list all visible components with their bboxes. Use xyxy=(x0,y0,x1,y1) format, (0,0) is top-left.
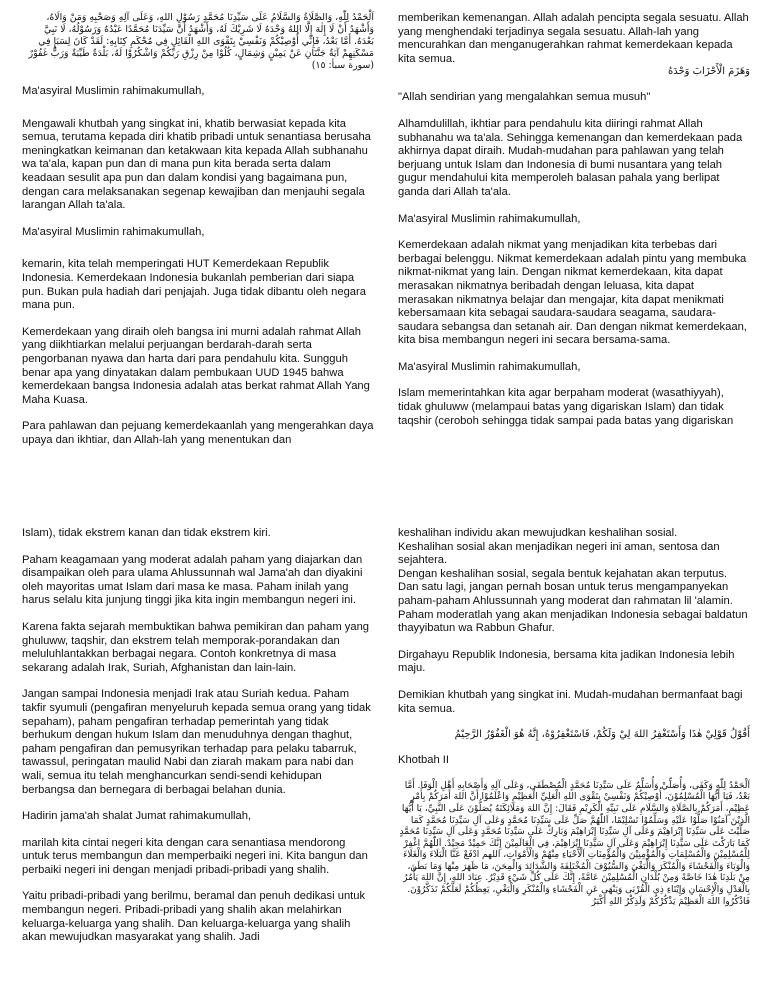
paragraph: Dengan keshalihan sosial, segala bentuk kejahatan akan terputus. Dan satu lagi, jangan pernah bosan untuk terus mengampanyekan paham-paham Ahlussunnah yang moderat dan rahmatan lil 'alamin. Paham moderatlah yang akan menjadikan Indonesia sebagai baldatun thayyibatun wa Rabbun Ghafur. xyxy=(398,567,748,635)
paragraph: Karena fakta sejarah membuktikan bahwa pemikiran dan paham yang ghuluww, taqshir, dan ekstrem telah memporak-porandakan dan meluluhlantakkan berbagai negara. Contoh konkretnya di masa sekarang adalah Irak, Suriah, Afghanistan dan lain-lain. xyxy=(22,620,370,674)
arabic-quote: وَهَزَمَ الْأَحْزَابَ وَحْدَهُ xyxy=(667,66,750,78)
document-page-bottom xyxy=(0,503,768,1006)
paragraph: Keshalihan sosial akan menjadikan negeri ini aman, sentosa dan sejahtera. xyxy=(398,540,720,567)
paragraph: Mengawali khutbah yang singkat ini, khatib berwasiat kepada kita semua, terutama kepada diri khatib pribadi untuk senantiasa berusaha meningkatkan keimanan dan ketakwaan kita kepada Allah subhanahu wa ta'ala, kapan pun dan di mana pun kita berada serta dalam keadaan sesulit apa pun dan dalam kondisi yang bagaimana pun, dengan cara melaksanakan segenap kewajiban dan menjauhi segala larangan Allah ta'ala. xyxy=(22,117,371,212)
paragraph: Islam), tidak ekstrem kanan dan tidak ekstrem kiri. xyxy=(22,527,271,539)
paragraph: Kemerdekaan adalah nikmat yang menjadikan kita terbebas dari berbagai belenggu. Nikmat kemerdekaan adalah pintu yang membuka nikmat-nikmat yang lain. Dengan nikmat kemerdekaan, kita dapat merasakan nikmatnya beribadah dengan leluasa, kita dapat merasakan nikmatnya belajar dan mengajar, kita dapat menikmati kebersamaan kita sebagai saudara-saudara seagama, saudara-saudara sebangsa dan setanah air. Dan dengan nikmat kemerdekaan, kita bisa membangun negeri ini secara bersama-sama. xyxy=(398,239,747,347)
paragraph: Jangan sampai Indonesia menjadi Irak atau Suriah kedua. Paham takfir syumuli (pengafiran menyeluruh kepada semua orang yang tidak sepaham), paham pengafiran terhadap pemerintah yang tidak berhukum dengan hukum Islam dan menuduhnya dengan thaghut, paham pengafiran dan pemusyrikan terhadap para pelaku tabarruk, tawassul, peringatan maulid Nabi dan ziarah makam para nabi dan wali, semua itu telah menghancurkan sendi-sendi kehidupan berbangsa dan bernegara di berbagai belahan dunia. xyxy=(22,688,371,796)
paragraph: Ma'asyiral Muslimin rahimakumullah, xyxy=(22,85,205,97)
paragraph: Hadirin jama'ah shalat Jumat rahimakumullah, xyxy=(22,810,252,823)
paragraph: marilah kita cintai negeri kita dengan cara senantiasa mendorong untuk terus membangun dan memperbaiki negeri ini. Kita bangun dan perbaiki negeri ini dengan menjadi pribadi-pribadi yang shalih. xyxy=(22,836,368,876)
arabic-closing-prayer: أَقُوْلُ قَوْلِيْ هٰذَا وَأَسْتَغْفِرُ اللهَ لِيْ وَلَكُمْ، فَاسْتَغْفِرُوْهُ، إِنَّهُ هُوَ الْغَفُوْرُ الرَّحِيْمُ xyxy=(454,729,750,741)
left-column xyxy=(22,527,374,958)
paragraph: Para pahlawan dan pejuang kemerdekaanlah yang mengerahkan daya upaya dan ikhtiar, dan Allah-lah yang menentukan dan xyxy=(22,420,374,446)
paragraph: Paham keagamaan yang moderat adalah paham yang diajarkan dan disampaikan oleh para ulama Ahlussunnah wal Jama'ah dan diyakini oleh mayoritas umat Islam dari masa ke masa. Paham inilah yang harus selalu kita junjung tinggi jika kita ingin membangun negeri ini. xyxy=(22,553,363,607)
left-column xyxy=(22,12,374,460)
paragraph: Islam memerintahkan kita agar berpaham moderat (wasathiyyah), tidak ghuluww (melampaui batas yang digariskan Islam) dan tidak taqshir (ceroboh sehingga tidak sampai pada batas yang digariskan xyxy=(398,387,734,427)
paragraph: memberikan kemenangan. Allah adalah pencipta segala sesuatu. Allah yang menghendaki terjadinya segala sesuatu. Allah-lah yang mencurahkan dan menganugerahkan rahmat kemerdekaan kepada kita semua. xyxy=(398,12,749,65)
paragraph: Dirgahayu Republik Indonesia, bersama kita jadikan Indonesia lebih maju. xyxy=(398,648,735,675)
arabic-opening-prayer: اَلْحَمْدُ لِلّٰهِ، وَالصَّلَاةُ وَالسَّلَامُ عَلَى سَيِّدِنَا مُحَمَّدٍ رَسُوْلِ اللهِ، وَعَلَى آلِهِ وَصَحْبِهِ وَمَنْ وَالَاهُ، وَأَشْهَدُ أَنْ لَا إِلٰهَ إِلَّا اللهُ وَحْدَهُ لَا شَرِيْكَ لَهُ، وَأَشْهَدُ أَنَّ سَيِّدَنَا مُحَمَّدًا عَبْدُهُ وَرَسُوْلُهُ، لَا نَبِيَّ بَعْدَهُ. أَمَّا بَعْدُ، فَإِنِّي أُوْصِيْكُمْ وَنَفْسِيْ بِتَقْوَى اللهِ الْقَائِلِ فِي مُحْكَمِ كِتَابِهِ: لَقَدْ كَانَ لِسَبَإٍ فِي مَسْكَنِهِمْ آيَةٌ جَنَّتَانِ عَنْ يَمِيْنٍ وَشِمَالٍ، كُلُوْا مِنْ رِزْقِ رَبِّكُمْ وَاشْكُرُوْا لَهُ، بَلْدَةٌ طَيِّبَةٌ وَرَبٌّ غَفُوْرٌ (سورة سبأ: ١٥) xyxy=(28,12,374,71)
paragraph: keshalihan individu akan mewujudkan keshalihan sosial. xyxy=(398,527,678,539)
paragraph: Ma'asyiral Muslimin rahimakumullah, xyxy=(398,212,581,225)
paragraph: Kemerdekaan yang diraih oleh bangsa ini murni adalah rahmat Allah yang diikhtiarkan melalui perjuangan berdarah-darah serta pengorbanan nyawa dan harta dari para pendahulu kita. Sungguh benar apa yang dinyatakan dalam pembukaan UUD 1945 bahwa kemerdekaan bangsa Indonesia adalah atas berkat rahmat Allah Yang Maha Kuasa. xyxy=(22,325,370,406)
paragraph: "Allah sendirian yang mengalahkan semua musuh" xyxy=(398,91,651,104)
paragraph: Ma'asyiral Muslimin rahimakumullah, xyxy=(22,225,205,238)
paragraph: Demikian khutbah yang singkat ini. Mudah-mudahan bermanfaat bagi kita semua. xyxy=(398,688,743,715)
paragraph: Yaitu pribadi-pribadi yang berilmu, beramal dan penuh dedikasi untuk membangun negeri. Pribadi-pribadi yang shalih akan melahirkan keluarga-keluarga yang shalih. Dan keluarga-keluarga yang shalih akan mewujudkan masyarakat yang shalih. Jadi xyxy=(22,890,366,944)
right-column xyxy=(398,527,750,921)
arabic-second-khutbah: اَلْحَمْدُ لِلّٰهِ وَكَفَى، وَأُصَلِّيْ وَأُسَلِّمُ عَلَى سَيِّدِنَا مُحَمَّدٍ الْمُصْطَفَى، وَعَلَى آلِهِ وَأَصْحَابِهِ أَهْلِ الْوَفَا. أَمَّا بَعْدُ، فَيَا أَيُّهَا الْمُسْلِمُوْنَ، أُوْصِيْكُمْ وَنَفْسِيْ بِتَقْوَى اللهِ الْعَلِيِّ الْعَظِيْمِ وَاعْلَمُوْا أَنَّ اللهَ أَمَرَكُمْ بِأَمْرٍ عَظِيْمٍ، أَمَرَكُمْ بِالصَّلَاةِ وَالسَّلَامِ عَلَى نَبِيِّهِ الْكَرِيْمِ فَقَالَ: إِنَّ اللهَ وَمَلَائِكَتَهُ يُصَلُّوْنَ عَلَى النَّبِيِّ، يَا أَيُّهَا الَّذِيْنَ آمَنُوْا صَلُّوْا عَلَيْهِ وَسَلِّمُوْا تَسْلِيْمًا، اَللّٰهُمَّ صَلِّ عَلَى سَيِّدِنَا مُحَمَّدٍ وَعَلَى آلِ سَيِّدِنَا مُحَمَّدٍ كَمَا صَلَّيْتَ عَلَى سَيِّدِنَا إِبْرَاهِيْمَ وَعَلَى آلِ سَيِّدِنَا إِبْرَاهِيْمَ وَبَارِكْ عَلَى سَيِّدِنَا مُحَمَّدٍ وَعَلَى آلِ سَيِّدِنَا مُحَمَّدٍ كَمَا بَارَكْتَ عَلَى سَيِّدِنَا إِبْرَاهِيْمَ وَعَلَى آلِ سَيِّدِنَا إِبْرَاهِيْمَ، فِي الْعَالَمِيْنَ إِنَّكَ حَمِيْدٌ مَجِيْدٌ. اَللّٰهُمَّ اغْفِرْ لِلْمُسْلِمِيْنَ وَالْمُسْلِمَاتِ وَالْمُؤْمِنِيْنَ وَالْمُؤْمِنَاتِ اَلْأَحْيَاءِ مِنْهُمْ وَالْأَمْوَاتِ، اللهم ادْفَعْ عَنَّا الْبَلَاءَ وَالْغَلَاءَ وَالْوَبَاءَ وَالْفَحْشَاءَ وَالْمُنْكَرَ وَالْبَغْيَ وَالسُّيُوْفَ الْمُخْتَلِفَةَ وَالشَّدَائِدَ وَالْمِحَنَ، مَا ظَهَرَ مِنْهَا وَمَا بَطَنَ، مِنْ بَلَدِنَا هٰذَا خَاصَّةً وَمِنْ بُلْدَانِ الْمُسْلِمِيْنَ عَامَّةً، إِنَّكَ عَلَى كُلِّ شَيْءٍ قَدِيْرٌ. عِبَادَ اللهِ، إِنَّ اللهَ يَأْمُرُ بِالْعَدْلِ وَالْإِحْسَانِ وَإِيْتَاءِ ذِي الْقُرْبَى وَيَنْهَى عَنِ الْفَحْشَاءِ وَالْمُنْكَرِ وَالْبَغْيِ، يَعِظُكُمْ لَعَلَّكُمْ تَذَكَّرُوْنَ. فَاذْكُرُوا اللهَ الْعَظِيْمَ يَذْكُرْكُمْ وَلَذِكْرُ اللهِ أَكْبَرُ xyxy=(399,780,750,907)
right-column xyxy=(398,12,750,441)
paragraph: kemarin, kita telah memperingati HUT Kemerdekaan Republik Indonesia. Kemerdekaan Indonesia bukanlah pemberian dari siapa pun. Bukan pula hadiah dari penjajah. Juga tidak dibantu oleh negara mana pun. xyxy=(22,258,366,312)
paragraph: Ma'asyiral Muslimin rahimakumullah, xyxy=(398,360,581,373)
paragraph: Alhamdulillah, ikhtiar para pendahulu kita diiringi rahmat Allah subhanahu wa ta'ala. Sehingga kemenangan dan kemerdekaan pada akhirnya dapat diraih. Mudah-mudahan para pahlawan yang telah berjuang untuk Islam dan Indonesia di bumi nusantara yang telah gugur mendahului kita memperoleh balasan pahala yang berlipat ganda dari Allah ta'ala. xyxy=(398,117,743,198)
section-heading: Khotbah II xyxy=(398,754,450,767)
